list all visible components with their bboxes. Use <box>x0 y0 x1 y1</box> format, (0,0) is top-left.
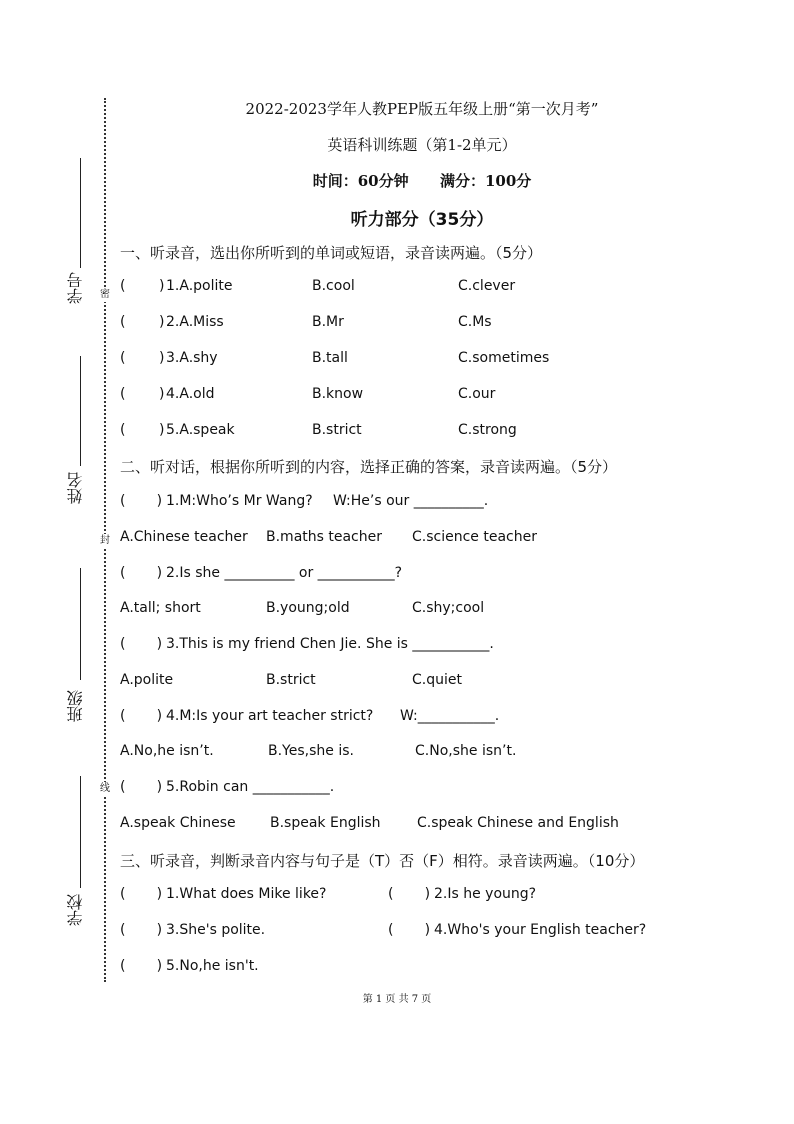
s2-q3-option-b: B.strict <box>266 672 316 688</box>
s2-q1-option-b: B.maths teacher <box>266 529 382 545</box>
s1-q2-paren-close: ) <box>159 314 165 330</box>
s1-q5-paren-close: ) <box>159 422 165 438</box>
s2-q4-answer-paren[interactable]: ( ) <box>120 708 163 724</box>
s2-q3-option-c: C.quiet <box>412 672 462 688</box>
s2-q5-option-c: C.speak Chinese and English <box>417 815 619 831</box>
s1-q3-paren[interactable]: ( <box>120 350 126 366</box>
s1-q1-paren[interactable]: ( <box>120 278 126 294</box>
s3-q3-answer-paren[interactable]: ( ) <box>120 922 163 938</box>
s2-q5-question: 5.Robin can ___________. <box>166 779 335 795</box>
s2-q4-question-reply: W:___________. <box>400 708 500 724</box>
s1-q2-option-b: B.Mr <box>312 314 344 330</box>
exam-time-info: 时间：60分钟 满分：100分 <box>312 172 532 190</box>
s2-q5-answer-paren[interactable]: ( ) <box>120 779 163 795</box>
s1-q4-paren-close: ) <box>159 386 165 402</box>
page-footer: 第 1 页 共 7 页 <box>362 994 432 1005</box>
s3-q2-answer-paren[interactable]: ( ) <box>388 886 431 902</box>
s3-q3-sentence: 3.She's polite. <box>166 922 266 938</box>
s3-q1-sentence: 1.What does Mike like? <box>166 886 327 902</box>
student-id-label: 学号 <box>66 272 85 304</box>
s2-q1-option-a: A.Chinese teacher <box>120 529 248 545</box>
s3-q2-sentence: 2.Is he young? <box>434 886 537 902</box>
s2-q1-question-reply: W:He’s our __________. <box>333 493 489 509</box>
section2-title: 二、听对话，根据你所听到的内容，选择正确的答案，录音读两遍。（5分） <box>120 458 618 476</box>
s1-q3-option-c: C.sometimes <box>458 350 550 366</box>
s1-q1-option-a: 1.A.polite <box>166 278 233 294</box>
class-label: 班级 <box>66 690 85 722</box>
s1-q3-option-b: B.tall <box>312 350 348 366</box>
seal-mark-feng: 封 <box>100 535 110 546</box>
class-line <box>80 568 81 680</box>
s2-q1-option-c: C.science teacher <box>412 529 537 545</box>
seal-mark-xian: 线 <box>100 783 110 794</box>
s2-q2-option-c: C.shy;cool <box>412 600 485 616</box>
s3-q5-sentence: 5.No,he isn't. <box>166 958 259 974</box>
s3-q5-answer-paren[interactable]: ( ) <box>120 958 163 974</box>
name-label: 姓名 <box>66 472 85 504</box>
s1-q1-paren-close: ) <box>159 278 165 294</box>
s2-q2-answer-paren[interactable]: ( ) <box>120 565 163 581</box>
s2-q4-option-b: B.Yes,she is. <box>268 743 354 759</box>
s2-q4-option-c: C.No,she isn’t. <box>415 743 517 759</box>
s1-q2-option-c: C.Ms <box>458 314 492 330</box>
s1-q5-option-c: C.strong <box>458 422 517 438</box>
s2-q2-question: 2.Is she __________ or ___________? <box>166 565 403 581</box>
exam-title: 2022-2023学年人教PEP版五年级上册“第一次月考” <box>245 100 599 118</box>
s2-q4-option-a: A.No,he isn’t. <box>120 743 214 759</box>
s2-q5-option-b: B.speak English <box>270 815 381 831</box>
seal-mark-mi: 密 <box>100 289 110 300</box>
s1-q5-option-b: B.strict <box>312 422 362 438</box>
s1-q1-option-b: B.cool <box>312 278 355 294</box>
s3-q1-answer-paren[interactable]: ( ) <box>120 886 163 902</box>
s1-q4-option-c: C.our <box>458 386 496 402</box>
listening-part-title: 听力部分（35分） <box>350 210 494 230</box>
school-line <box>80 776 81 888</box>
s2-q1-answer-paren[interactable]: ( ) <box>120 493 163 509</box>
s1-q5-paren[interactable]: ( <box>120 422 126 438</box>
s2-q5-option-a: A.speak Chinese <box>120 815 236 831</box>
s1-q4-option-b: B.know <box>312 386 364 402</box>
s2-q4-question: 4.M:Is your art teacher strict? <box>166 708 374 724</box>
section3-title: 三、听录音，判断录音内容与句子是（T）否（F）相符。录音读两遍。（10分） <box>120 852 645 870</box>
s2-q2-option-b: B.young;old <box>266 600 350 616</box>
section1-title: 一、听录音，选出你所听到的单词或短语，录音读两遍。（5分） <box>120 244 543 262</box>
s1-q2-paren[interactable]: ( <box>120 314 126 330</box>
s2-q3-option-a: A.polite <box>120 672 174 688</box>
s2-q3-question: 3.This is my friend Chen Jie. She is ___________. <box>166 636 494 652</box>
s1-q1-option-c: C.clever <box>458 278 516 294</box>
s1-q4-paren[interactable]: ( <box>120 386 126 402</box>
s2-q2-option-a: A.tall; short <box>120 600 201 616</box>
s2-q3-answer-paren[interactable]: ( ) <box>120 636 163 652</box>
s1-q4-option-a: 4.A.old <box>166 386 215 402</box>
exam-subtitle: 英语科训练题（第1-2单元） <box>327 136 517 154</box>
s1-q3-paren-close: ) <box>159 350 165 366</box>
s3-q4-answer-paren[interactable]: ( ) <box>388 922 431 938</box>
school-label: 学校 <box>66 894 85 926</box>
s3-q4-sentence: 4.Who's your English teacher? <box>434 922 647 938</box>
s2-q1-question: 1.M:Who’s Mr Wang? <box>166 493 313 509</box>
name-line <box>80 356 81 466</box>
s1-q3-option-a: 3.A.shy <box>166 350 218 366</box>
s1-q2-option-a: 2.A.Miss <box>166 314 224 330</box>
s1-q5-option-a: 5.A.speak <box>166 422 235 438</box>
